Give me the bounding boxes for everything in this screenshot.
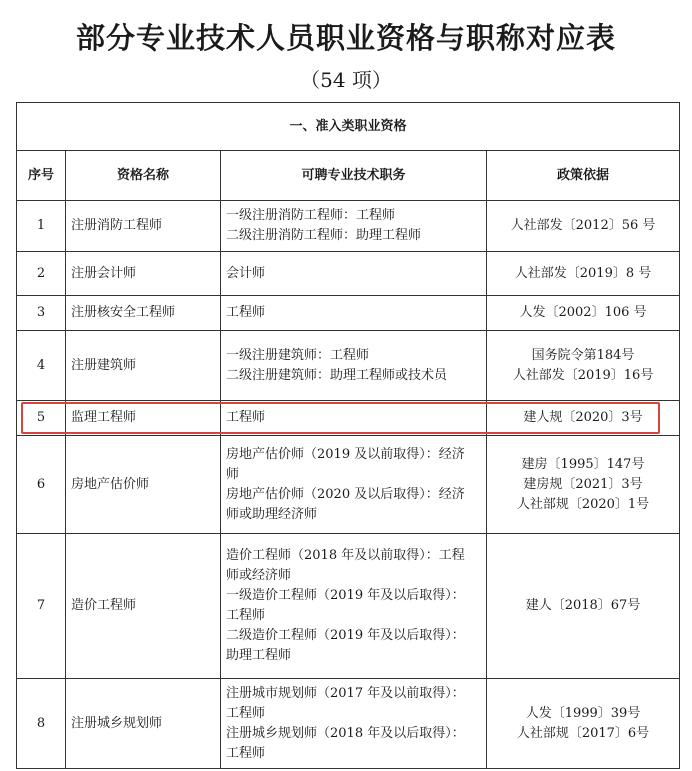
cell-policy bbox=[487, 252, 680, 296]
cell-policy bbox=[487, 201, 680, 252]
policy-line: 人发〔2002〕106 号 bbox=[519, 305, 647, 320]
table-row bbox=[17, 201, 680, 252]
position-line: 造价工程师（2018 年及以前取得）：工程 bbox=[226, 548, 465, 563]
position-line: 二级注册消防工程师：助理工程师 bbox=[226, 228, 422, 243]
cell-policy bbox=[487, 436, 680, 534]
cell-positions bbox=[221, 679, 487, 769]
position-line: 工程师 bbox=[226, 745, 266, 761]
position-line: 工程师 bbox=[226, 705, 266, 721]
cell-no: 1 bbox=[17, 201, 66, 252]
policy-line: 人发〔1999〕39号 bbox=[525, 705, 641, 721]
page-title: 部分专业技术人员职业资格与职称对应表 bbox=[75, 21, 616, 55]
table-row bbox=[17, 534, 680, 679]
position-line: 注册城市规划师（2017 年及以前取得）： bbox=[226, 685, 465, 701]
cell-positions bbox=[221, 401, 487, 436]
position-line: 房地产估价师（2019 及以前取得）：经济 bbox=[226, 446, 465, 462]
section-title: 一、准入类职业资格 bbox=[17, 103, 680, 151]
cell-no: 2 bbox=[17, 252, 66, 296]
position-line: 工程师 bbox=[226, 608, 266, 623]
policy-line: 建房规〔2021〕3号 bbox=[523, 476, 643, 492]
header-row bbox=[17, 151, 680, 201]
cell-no: 5 bbox=[17, 401, 66, 436]
page-subtitle: （54 项） bbox=[300, 68, 392, 92]
cell-name: 注册建筑师 bbox=[66, 331, 221, 401]
cell-no: 6 bbox=[17, 436, 66, 534]
header-no: 序号 bbox=[17, 151, 66, 201]
position-line: 工程师 bbox=[226, 410, 266, 425]
table-row bbox=[17, 401, 680, 436]
position-line: 一级注册消防工程师：工程师 bbox=[226, 208, 396, 223]
section-row bbox=[17, 103, 680, 151]
cell-name: 注册核安全工程师 bbox=[66, 296, 221, 331]
cell-policy bbox=[487, 534, 680, 679]
policy-line: 人社部发〔2019〕16号 bbox=[512, 367, 654, 383]
cell-positions bbox=[221, 534, 487, 679]
cell-no: 8 bbox=[17, 679, 66, 769]
cell-name: 注册消防工程师 bbox=[66, 201, 221, 252]
cell-positions bbox=[221, 201, 487, 252]
position-line: 师 bbox=[226, 466, 240, 482]
table-row bbox=[17, 679, 680, 769]
policy-line: 建房〔1995〕147号 bbox=[521, 456, 645, 472]
position-line: 师或助理经济师 bbox=[226, 506, 318, 522]
position-line: 助理工程师 bbox=[226, 648, 292, 663]
table-row bbox=[17, 296, 680, 331]
cell-policy bbox=[487, 296, 680, 331]
table-row bbox=[17, 331, 680, 401]
cell-positions bbox=[221, 331, 487, 401]
policy-line: 建人〔2018〕67号 bbox=[525, 598, 641, 613]
position-line: 二级造价工程师（2019 年及以后取得）： bbox=[226, 628, 465, 643]
position-line: 房地产估价师（2020 及以后取得）：经济 bbox=[226, 486, 465, 502]
header-name: 资格名称 bbox=[66, 151, 221, 201]
cell-no: 4 bbox=[17, 331, 66, 401]
policy-line: 人社部发〔2019〕8 号 bbox=[514, 265, 652, 281]
table-row bbox=[17, 436, 680, 534]
cell-name: 监理工程师 bbox=[66, 401, 221, 436]
header-policy: 政策依据 bbox=[487, 151, 680, 201]
cell-name: 房地产估价师 bbox=[66, 436, 221, 534]
position-line: 会计师 bbox=[226, 265, 266, 281]
cell-name: 注册城乡规划师 bbox=[66, 679, 221, 769]
policy-line: 人社部发〔2012〕56 号 bbox=[510, 218, 656, 233]
cell-policy bbox=[487, 331, 680, 401]
policy-line: 国务院令第184号 bbox=[531, 347, 635, 363]
cell-policy bbox=[487, 401, 680, 436]
cell-name: 造价工程师 bbox=[66, 534, 221, 679]
position-line: 注册城乡规划师（2018 年及以后取得）： bbox=[226, 725, 465, 741]
cell-policy bbox=[487, 679, 680, 769]
cell-name: 注册会计师 bbox=[66, 252, 221, 296]
cell-no: 7 bbox=[17, 534, 66, 679]
policy-line: 人社部规〔2017〕6号 bbox=[516, 725, 650, 741]
position-line: 二级注册建筑师：助理工程师或技术员 bbox=[226, 367, 448, 383]
policy-line: 建人规〔2020〕3号 bbox=[523, 410, 643, 425]
cell-positions bbox=[221, 436, 487, 534]
position-line: 一级注册建筑师：工程师 bbox=[226, 347, 370, 363]
cell-positions bbox=[221, 252, 487, 296]
position-line: 一级造价工程师（2019 年及以后取得）： bbox=[226, 588, 465, 603]
header-positions: 可聘专业技术职务 bbox=[221, 151, 487, 201]
qualification-table bbox=[16, 102, 680, 769]
position-line: 工程师 bbox=[226, 305, 266, 320]
position-line: 师或经济师 bbox=[226, 568, 292, 583]
cell-no: 3 bbox=[17, 296, 66, 331]
cell-positions bbox=[221, 296, 487, 331]
policy-line: 人社部规〔2020〕1号 bbox=[516, 496, 650, 512]
table-row bbox=[17, 252, 680, 296]
